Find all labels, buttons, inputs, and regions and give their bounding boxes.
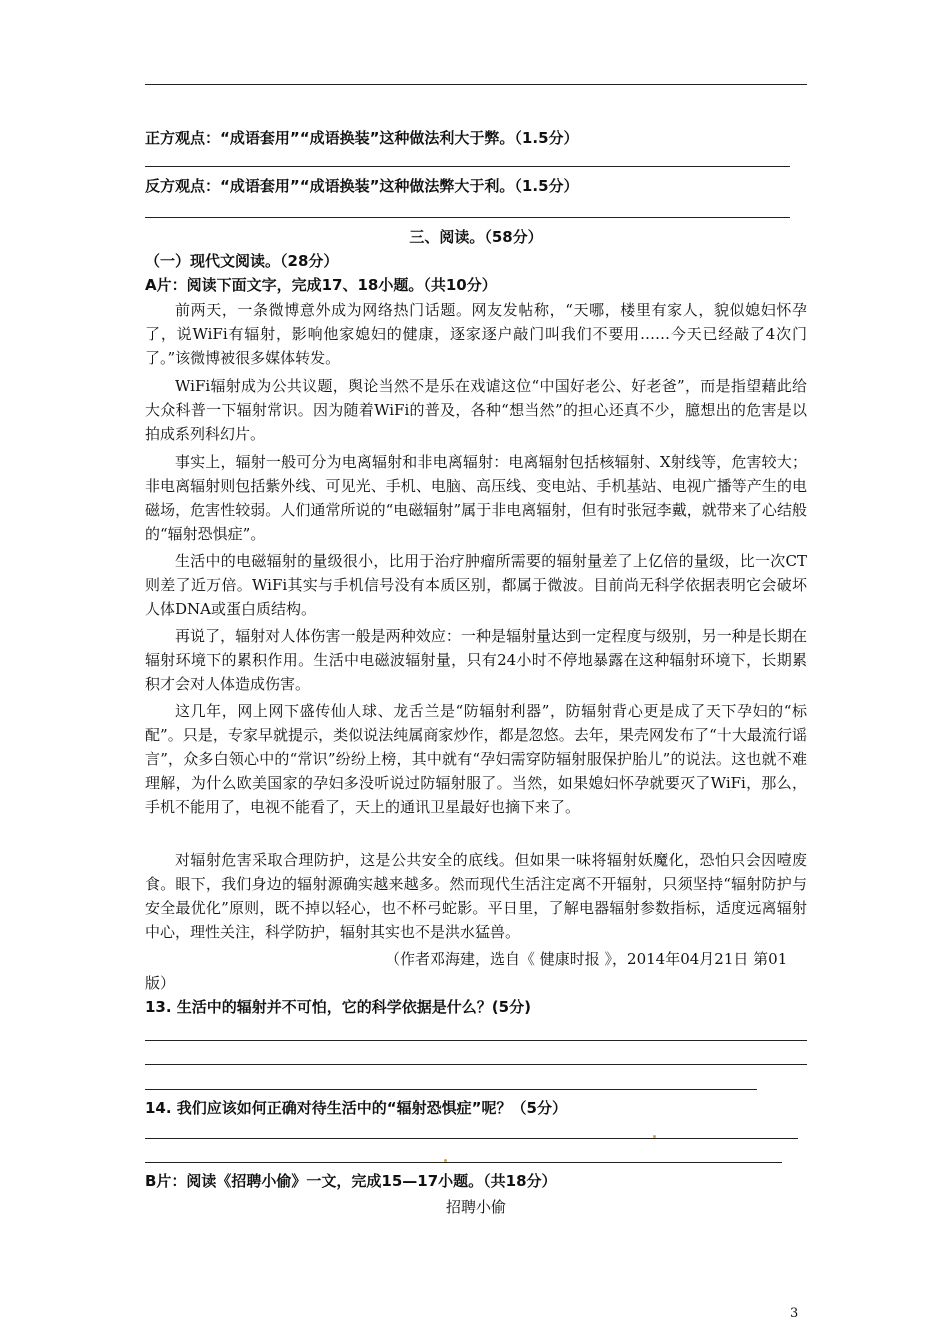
article-paragraph: 这几年，网上网下盛传仙人球、龙舌兰是“防辐射利器”，防辐射背心更是成了天下孕妇的“标配”。只是，专家早就提示，类似说法纯属商家炒作，都是忽悠。去年，果壳网发布了“十大最流行谣言”，众多白领心中的“常识”纷纷上榜，其中就有“孕妇需穿防辐射服保护胎儿”的说法。这也就不难理解，为什么欧美国家的孕妇多没听说过防辐射服了。当然，如果媳妇怀孕就要灭了WiFi，那么，手机不能用了，电视不能看了，天上的通讯卫星最好也摘下来了。	[145, 702, 807, 816]
answer-line	[145, 1162, 782, 1163]
speck-mark	[444, 1159, 447, 1162]
part-a-title: A片：阅读下面文字，完成17、18小题。（共10分）	[145, 276, 497, 294]
sub-title: （一）现代文阅读。（28分）	[145, 252, 339, 270]
article-paragraph: 对辐射危害采取合理防护，这是公共安全的底线。但如果一味将辐射妖魔化，恐怕只会因噎废食。眼下，我们身边的辐射源确实越来越多。然而现代生活注定离不开辐射，只须坚持“辐射防护与安全最优化”原则，既不掉以轻心，也不杯弓蛇影。平日里，了解电器辐射参数指标，适度远离辐射中心，理性关注，科学防护，辐射其实也不是洪水猛兽。	[145, 851, 807, 941]
answer-line	[145, 84, 807, 85]
answer-line	[145, 1089, 757, 1090]
pro-viewpoint: 正方观点：“成语套用”“成语换装”这种做法利大于弊。（1.5分）	[145, 129, 579, 147]
answer-line	[145, 1040, 807, 1041]
answer-line	[145, 217, 790, 218]
article-source: （作者邓海建，选自《 健康时报 》，2014年04月21日 第01 版）	[145, 950, 788, 992]
question-13: 13. 生活中的辐射并不可怕，它的科学依据是什么？(5分)	[145, 998, 531, 1016]
answer-line	[145, 1138, 798, 1139]
answer-line	[145, 166, 790, 167]
article-paragraph: 生活中的电磁辐射的量级很小，比用于治疗肿瘤所需要的辐射量差了上亿倍的量级，比一次CT则差了近万倍。WiFi其实与手机信号没有本质区别，都属于微波。目前尚无科学依据表明它会破坏人体DNA或蛋白质结构。	[145, 552, 807, 618]
part-b-article-title: 招聘小偷	[445, 1198, 506, 1216]
article-paragraph: WiFi辐射成为公共议题，舆论当然不是乐在戏谑这位“中国好老公、好老爸”，而是指望藉此给大众科普一下辐射常识。因为随着WiFi的普及，各种“想当然”的担心还真不少，臆想出的危害是以拍成系列科幻片。	[145, 377, 807, 443]
page-number: 3	[790, 1306, 799, 1321]
answer-line	[145, 1064, 807, 1065]
section-title: 三、阅读。（58分）	[409, 228, 543, 246]
part-b-title: B片：阅读《招聘小偷》一文，完成15—17小题。（共18分）	[145, 1172, 557, 1190]
article-paragraph: 再说了，辐射对人体伤害一般是两种效应：一种是辐射量达到一定程度与级别，另一种是长期在辐射环境下的累积作用。生活中电磁波辐射量，只有24小时不停地暴露在这种辐射环境下，长期累积才会对人体造成伤害。	[145, 627, 807, 693]
article-paragraph: 前两天，一条微博意外成为网络热门话题。网友发帖称，“天哪，楼里有家人，貌似媳妇怀孕了，说WiFi有辐射，影响他家媳妇的健康，逐家逐户敲门叫我们不要用……今天已经敲了4次门了。”该微博被很多媒体转发。	[145, 301, 807, 367]
article-paragraph: 事实上，辐射一般可分为电离辐射和非电离辐射：电离辐射包括核辐射、X射线等，危害较大；非电离辐射则包括紫外线、可见光、手机、电脑、高压线、变电站、手机基站、电视广播等产生的电磁场，危害性较弱。人们通常所说的“电磁辐射”属于非电离辐射，但有时张冠李戴，就带来了心结般的“辐射恐惧症”。	[145, 453, 807, 543]
question-14: 14. 我们应该如何正确对待生活中的“辐射恐惧症”呢？（5分）	[145, 1099, 567, 1117]
con-viewpoint: 反方观点：“成语套用”“成语换装”这种做法弊大于利。（1.5分）	[145, 177, 579, 195]
speck-mark	[653, 1135, 656, 1138]
